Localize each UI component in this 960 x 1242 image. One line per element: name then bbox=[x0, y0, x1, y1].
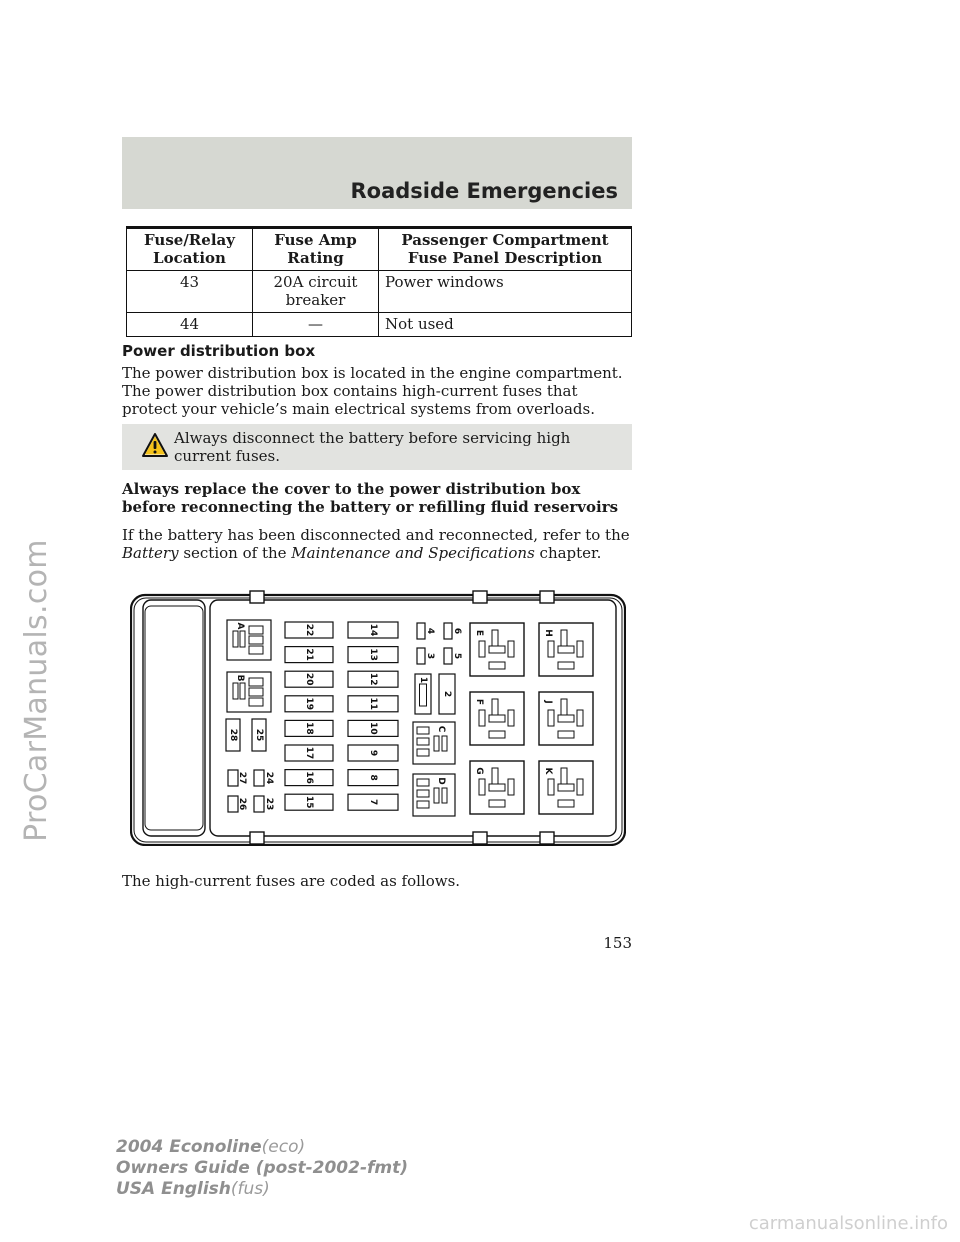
side-watermark bbox=[10, 300, 62, 1080]
relay-pin bbox=[240, 631, 245, 647]
relay-pin bbox=[577, 779, 583, 795]
section-header-band bbox=[122, 137, 632, 209]
cell-rating: 20A circuit breaker bbox=[253, 271, 379, 313]
relay-pin bbox=[479, 641, 485, 657]
cell-location: 43 bbox=[127, 271, 253, 313]
fuse-6 bbox=[444, 623, 452, 639]
relay-pin bbox=[548, 779, 554, 795]
cell-description: Power windows bbox=[379, 271, 632, 313]
section-heading: Power distribution box bbox=[122, 342, 316, 360]
relay-pin bbox=[434, 736, 439, 751]
fuse-4 bbox=[417, 623, 425, 639]
fuse-label-9: 9 bbox=[368, 749, 378, 757]
relay-pin bbox=[249, 688, 263, 696]
fuse-label-7: 7 bbox=[368, 799, 378, 806]
relay-pin bbox=[489, 784, 505, 791]
page-title: Roadside Emergencies bbox=[350, 179, 618, 203]
relay-pin bbox=[561, 768, 567, 784]
relay-label-A: A bbox=[235, 622, 245, 630]
bottom-watermark: carmanualsonline.info bbox=[748, 1213, 948, 1234]
fuse-label-1: 1 bbox=[418, 676, 428, 684]
fuse-27 bbox=[228, 770, 238, 786]
relay-label-G: G bbox=[474, 767, 484, 775]
relay-pin bbox=[233, 631, 238, 647]
footer-model-code: (eco) bbox=[261, 1137, 306, 1157]
manual-footer bbox=[116, 1137, 408, 1200]
fuse-label-5: 5 bbox=[452, 652, 462, 660]
fuse-label-6: 6 bbox=[452, 627, 462, 635]
relay-pin bbox=[561, 699, 567, 715]
relay-pin bbox=[558, 715, 574, 722]
relay-pin bbox=[417, 779, 429, 786]
footer-guide: Owners Guide (post-2002-fmt) bbox=[116, 1158, 409, 1178]
page-number: 153 bbox=[603, 934, 632, 952]
fuse-3 bbox=[417, 648, 425, 664]
relay-pin bbox=[558, 662, 574, 669]
relay-pin bbox=[577, 641, 583, 657]
fuse-label-8: 8 bbox=[368, 774, 378, 781]
fuse-label-21: 21 bbox=[304, 648, 314, 661]
fuse-26 bbox=[228, 796, 238, 812]
fuse-label-17: 17 bbox=[304, 746, 314, 760]
fuse-label-15: 15 bbox=[304, 795, 314, 809]
relay-pin bbox=[508, 641, 514, 657]
fuse-label-11: 11 bbox=[368, 697, 378, 711]
side-watermark-text: ProCarManuals.com bbox=[18, 538, 54, 842]
battery-note-post: chapter. bbox=[539, 544, 602, 562]
relay-pin bbox=[417, 749, 429, 756]
relay-pin bbox=[442, 788, 447, 803]
footer-line-1 bbox=[116, 1137, 408, 1158]
relay-pin bbox=[561, 630, 567, 646]
cell-description: Not used bbox=[379, 313, 632, 337]
battery-ref: Battery bbox=[122, 544, 179, 562]
fuse-5 bbox=[444, 648, 452, 664]
warning-triangle-icon bbox=[141, 432, 169, 458]
relay-pin bbox=[489, 800, 505, 807]
relay-pin bbox=[489, 646, 505, 653]
relay-pin bbox=[492, 768, 498, 784]
relay-pin bbox=[434, 788, 439, 803]
relay-pin bbox=[417, 801, 429, 808]
relay-pin bbox=[479, 779, 485, 795]
fuse-label-18: 18 bbox=[304, 722, 314, 735]
fuse-label-2: 2 bbox=[442, 690, 452, 698]
fuse-label-26: 26 bbox=[237, 797, 247, 811]
battery-note-pre: If the battery has been disconnected and reconnected, refer to the bbox=[122, 526, 630, 544]
relay-pin bbox=[577, 710, 583, 726]
fuse-label-14: 14 bbox=[368, 623, 378, 637]
table-row bbox=[127, 313, 632, 337]
bold-notice: Always replace the cover to the power distribution box before reconnecting the battery or refilling fluid reservoirs bbox=[122, 480, 619, 516]
relay-label-K: K bbox=[543, 767, 553, 775]
relay-label-F: F bbox=[474, 698, 484, 706]
column-header-description: Passenger Compartment Fuse Panel Description bbox=[379, 228, 632, 271]
fuse-label-13: 13 bbox=[368, 648, 378, 661]
relay-label-E: E bbox=[474, 629, 484, 637]
warning-text: Always disconnect the battery before servicing high current fuses. bbox=[174, 429, 571, 465]
fuse-table bbox=[126, 226, 632, 337]
table-row bbox=[127, 271, 632, 313]
footer-language-code: (fus) bbox=[230, 1179, 270, 1199]
fuse-label-12: 12 bbox=[368, 672, 378, 686]
relay-pin bbox=[240, 683, 245, 699]
relay-pin bbox=[558, 731, 574, 738]
relay-pin bbox=[417, 727, 429, 734]
fuse-24 bbox=[254, 770, 264, 786]
power-distribution-box-diagram bbox=[130, 590, 626, 846]
fuse-label-3: 3 bbox=[425, 652, 435, 660]
fuse-label-27: 27 bbox=[237, 771, 247, 785]
fuse-label-10: 10 bbox=[368, 722, 378, 735]
relay-pin bbox=[558, 784, 574, 791]
relay-pin bbox=[489, 662, 505, 669]
fuse-label-19: 19 bbox=[304, 697, 314, 711]
relay-pin bbox=[249, 626, 263, 634]
relay-pin bbox=[489, 715, 505, 722]
relay-pin bbox=[442, 736, 447, 751]
relay-pin bbox=[489, 731, 505, 738]
relay-pin bbox=[249, 636, 263, 644]
fuse-label-28: 28 bbox=[228, 728, 238, 742]
fuse-element bbox=[420, 684, 427, 706]
footer-line-3 bbox=[116, 1179, 408, 1200]
column-header-location: Fuse/Relay Location bbox=[127, 228, 253, 271]
relay-pin bbox=[249, 678, 263, 686]
cell-location: 44 bbox=[127, 313, 253, 337]
relay-pin bbox=[508, 779, 514, 795]
relay-label-H: H bbox=[543, 629, 553, 637]
table-header-row bbox=[127, 228, 632, 271]
warning-box bbox=[122, 424, 632, 470]
footer-language: USA English bbox=[116, 1179, 231, 1199]
relay-pin bbox=[548, 641, 554, 657]
chapter-ref: Maintenance and Specifications bbox=[291, 544, 535, 562]
relay-pin bbox=[249, 698, 263, 706]
closing-paragraph: The high-current fuses are coded as follows. bbox=[122, 872, 461, 890]
fuse-label-25: 25 bbox=[254, 728, 264, 742]
battery-note-mid: section of the bbox=[183, 544, 287, 562]
relay-label-D: D bbox=[436, 777, 446, 785]
relay-label-J: J bbox=[543, 700, 553, 704]
intro-paragraph: The power distribution box is located in the engine compartment. The power distribution box contains high-current fuses that protect your vehicle’s main electrical systems from overloads. bbox=[122, 364, 623, 418]
fuse-label-20: 20 bbox=[304, 672, 314, 686]
battery-note bbox=[122, 526, 632, 562]
cell-rating: — bbox=[253, 313, 379, 337]
relay-pin bbox=[233, 683, 238, 699]
fuse-label-4: 4 bbox=[425, 627, 435, 635]
fuse-label-24: 24 bbox=[264, 771, 274, 785]
relay-pin bbox=[492, 699, 498, 715]
relay-pin bbox=[558, 800, 574, 807]
fuse-label-22: 22 bbox=[304, 623, 314, 637]
relay-label-B: B bbox=[235, 674, 245, 682]
relay-pin bbox=[548, 710, 554, 726]
relay-pin bbox=[249, 646, 263, 654]
fuse-label-16: 16 bbox=[304, 771, 314, 784]
footer-model: 2004 Econoline bbox=[116, 1137, 262, 1157]
relay-pin bbox=[492, 630, 498, 646]
relay-pin bbox=[508, 710, 514, 726]
fuse-label-23: 23 bbox=[264, 797, 274, 811]
relay-pin bbox=[479, 710, 485, 726]
column-header-rating: Fuse Amp Rating bbox=[253, 228, 379, 271]
relay-label-C: C bbox=[436, 725, 446, 733]
relay-pin bbox=[558, 646, 574, 653]
relay-pin bbox=[417, 790, 429, 797]
fuse-23 bbox=[254, 796, 264, 812]
footer-line-2 bbox=[116, 1158, 408, 1179]
relay-pin bbox=[417, 738, 429, 745]
